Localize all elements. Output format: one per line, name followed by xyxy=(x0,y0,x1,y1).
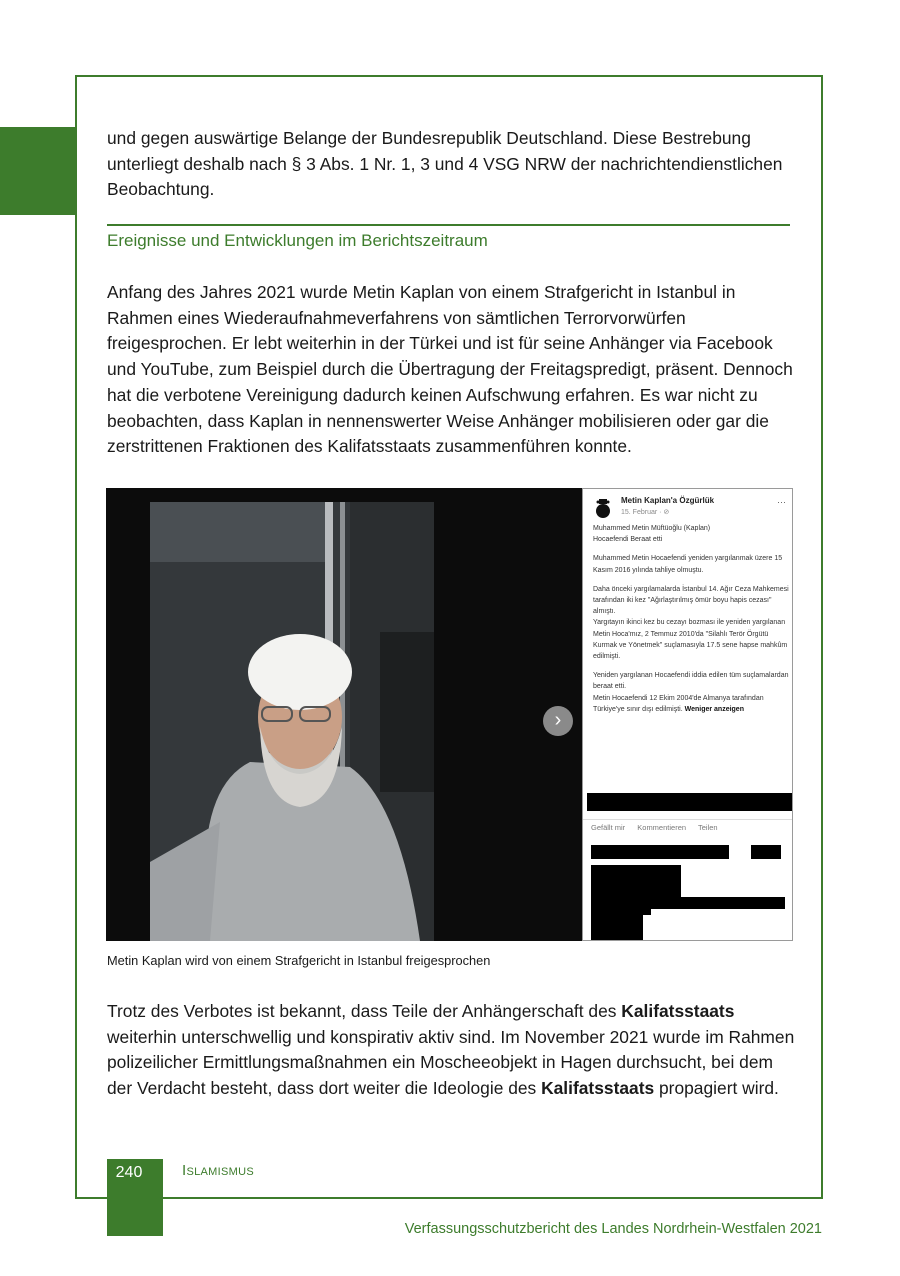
post-paragraph-text: Yeniden yargılanan Hocaefendi iddia edilen tüm suçlamalardan beraat etti. Metin Hocaefendi 12 Ekim 2004'de Almanya tarafından Türkiye'ye sınır dışı edilmişti. xyxy=(593,672,789,713)
redacted-block xyxy=(591,865,621,891)
post-paragraph: Muhammed Metin Hocaefendi yeniden yargılanmak üzere 15 Kasım 2016 yılında tahliye olmuştu. xyxy=(593,555,783,574)
post-divider xyxy=(583,819,793,820)
section-label: Islamismus xyxy=(182,1162,254,1179)
section-divider xyxy=(107,224,790,226)
paragraph-followers xyxy=(107,999,797,1102)
portrait-illustration xyxy=(150,502,434,941)
text-run: Trotz des Verbotes ist bekannt, dass Teile der Anhängerschaft des xyxy=(107,1001,622,1021)
redacted-block xyxy=(591,845,729,859)
photo-metin-kaplan xyxy=(150,502,434,941)
figure-caption: Metin Kaplan wird von einem Strafgericht in Istanbul freigesprochen xyxy=(107,953,491,968)
emphasis-kalifatsstaat: Kalifatsstaats xyxy=(621,1001,735,1021)
comment-button[interactable]: Kommentieren xyxy=(637,823,687,832)
post-body xyxy=(593,523,792,723)
page-number: 240 xyxy=(115,1164,143,1181)
post-paragraph xyxy=(593,670,792,715)
post-actions xyxy=(591,823,791,832)
facebook-post-panel xyxy=(582,488,793,941)
share-button[interactable]: Teilen xyxy=(698,823,718,832)
redacted-block xyxy=(587,793,793,811)
redacted-block xyxy=(751,845,781,859)
text-run: propagiert wird. xyxy=(654,1078,779,1099)
page-number-box xyxy=(107,1159,163,1236)
paragraph-intro: und gegen auswärtige Belange der Bundesrepublik Deutschland. Diese Bestrebung unterliegt deshalb nach § 3 Abs. 1 Nr. 1, 3 und 4 VSG NRW der nachrichtendienstlichen Beobachtung. xyxy=(107,128,783,200)
more-options-icon[interactable]: ··· xyxy=(777,497,786,507)
emphasis-kalifatsstaat: Kalifatsstaats xyxy=(541,1078,655,1099)
show-less-link[interactable]: Weniger anzeigen xyxy=(684,705,744,713)
like-button[interactable]: Gefällt mir xyxy=(591,823,626,832)
side-tab-marker xyxy=(0,127,76,215)
post-author[interactable]: Metin Kaplan'a Özgürlük xyxy=(621,496,715,505)
paragraph-events: Anfang des Jahres 2021 wurde Metin Kaplan von einem Strafgericht in Istanbul in Rahmen eines Wiederaufnahmeverfahrens von sämtlichen Terrorvorwürfen freigesprochen. Er lebt weiterhin in der Türkei und ist für seine Anhänger via Facebook und YouTube, zum Beispiel durch die Übertragung der Freitagspredigt, präsent. Dennoch hat die verbotene Vereinigung dadurch keinen Aufschwung erfahren. Es war nicht zu beobachten, dass Kaplan in nennenswerter Weise Anhänger mobilisieren oder gar die zerstrittenen Fraktionen des Kalifatsstaats zusammenführen konnte. xyxy=(107,282,793,457)
page-avatar xyxy=(593,497,613,519)
post-paragraph: Daha önceki yargılamalarda İstanbul 14. Ağır Ceza Mahkemesi tarafından iki kez "Ağırlaştırılmış ömür boyu hapis cezası" almıştı. Yargıtayın ikinci kez bu cezayı bozması ile yeniden yargılanan Metin Hoca'mız, 2 Temmuz 2010'da "Silahlı Terör Örgütü Kurmak ve Yönetmek" suçlamasıyla 17.5 sene hapse mahkûm edilmişti. xyxy=(593,585,789,661)
section-heading: Ereignisse und Entwicklungen im Berichtszeitraum xyxy=(107,231,488,250)
redacted-block xyxy=(591,915,643,941)
post-date: 15. Februar · ⊘ xyxy=(621,509,670,516)
figure-screenshot xyxy=(106,488,793,941)
footer-title: Verfassungsschutzbericht des Landes Nordrhein-Westfalen 2021 xyxy=(404,1221,822,1237)
text-run: weiterhin unterschwellig und konspirativ aktiv sind. Im November 2021 wurde im Rahmen polizeilicher Ermittlungsmaßnahmen ein Moscheeobjekt in Hagen durchsucht, bei dem der Verdacht besteht, dass dort weiter die Ideologie des xyxy=(107,1026,795,1099)
redacted-block xyxy=(591,891,651,915)
chevron-right-icon[interactable]: › xyxy=(543,706,573,736)
post-paragraph: Muhammed Metin Müftüoğlu (Kaplan) Hocaefendi Beraat etti xyxy=(593,525,711,544)
